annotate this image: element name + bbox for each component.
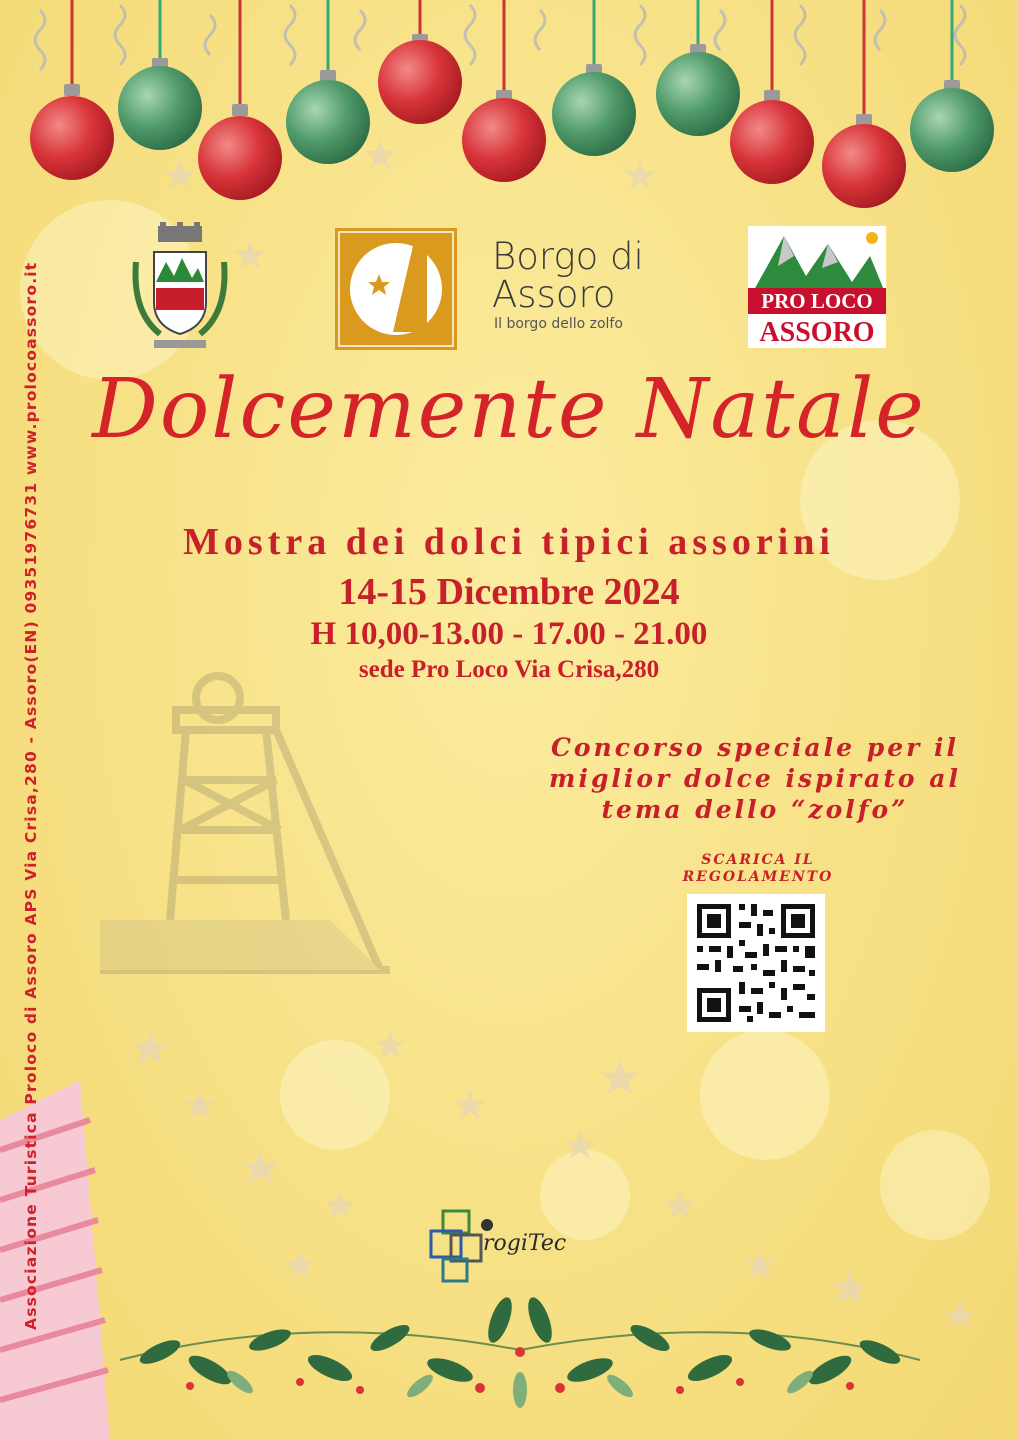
- contest-line-1: Concorso speciale per il: [550, 733, 959, 762]
- download-label: [658, 852, 858, 886]
- proloco-line2: ASSORO: [759, 317, 875, 348]
- mountains-icon: [748, 226, 886, 292]
- municipal-crest-icon: [130, 222, 230, 350]
- event-subtitle: Mostra dei dolci tipici assorini: [183, 521, 835, 563]
- contest-line-3: tema dello “zolfo”: [601, 795, 909, 824]
- borgo-title-line1: Borgo di: [492, 235, 644, 278]
- mine-headframe-icon: [100, 670, 390, 980]
- borgo-title-line2: Assoro: [492, 273, 616, 316]
- holly-garland-icon: [100, 1290, 940, 1430]
- progitec-name: rogiTec: [483, 1231, 567, 1256]
- download-line1: SCARICA IL: [701, 852, 815, 868]
- qr-code-icon: [687, 894, 825, 1032]
- event-title: Dolcemente Natale: [92, 362, 926, 457]
- proloco-line1: PRO LOCO: [748, 288, 886, 314]
- regolamento-qr-code[interactable]: [687, 894, 825, 1032]
- event-hours: H 10,00-13.00 - 17.00 - 21.00: [310, 616, 708, 652]
- download-line2: REGOLAMENTO: [682, 869, 834, 885]
- contest-line-2: miglior dolce ispirato al: [549, 764, 961, 793]
- party-hat-icon: [0, 1080, 110, 1440]
- contest-text: [520, 732, 990, 825]
- borgo-di-assoro-logo-icon: [335, 228, 457, 350]
- association-side-banner: Associazione Turistica Proloco di Assoro APS Via Crisa,280 - Assoro(EN) 09351976731 www.prolocoassoro.it: [22, 261, 40, 1330]
- event-venue: sede Pro Loco Via Crisa,280: [358, 656, 660, 683]
- borgo-title: [492, 235, 644, 316]
- christmas-ornaments-icon: [0, 0, 1018, 220]
- proloco-logo: [748, 226, 886, 348]
- borgo-tagline: Il borgo dello zolfo: [494, 316, 623, 332]
- event-dates: 14-15 Dicembre 2024: [338, 571, 680, 613]
